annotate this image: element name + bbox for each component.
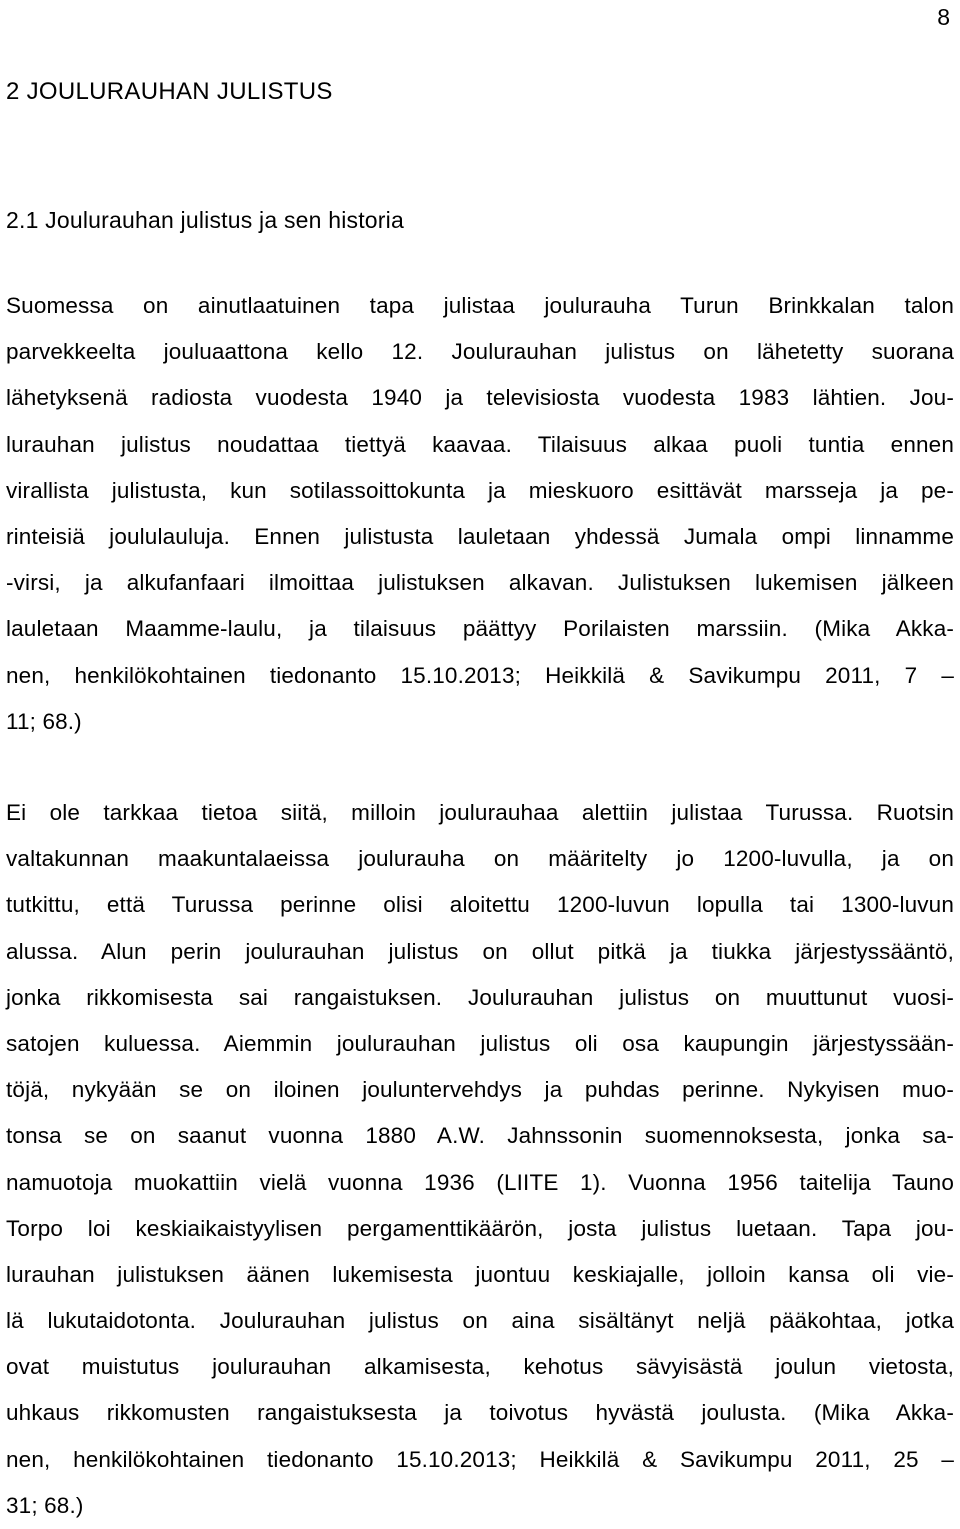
paragraph-line: 11; 68.): [6, 708, 82, 734]
paragraph-line: parvekkeelta jouluaattona kello 12. Joulurauhan julistus on lähetetty suorana: [6, 339, 954, 365]
paragraph-line: lurauhan julistus noudattaa tiettyä kaavaa. Tilaisuus alkaa puoli tuntia ennen: [6, 431, 954, 457]
paragraph-line: satojen kuluessa. Aiemmin joulurauhan julistus oli osa kaupungin järjestyssään-: [6, 1030, 954, 1056]
paragraph-line: tutkittu, että Turussa perinne olisi aloitettu 1200-luvun lopulla tai 1300-luvun: [6, 892, 954, 918]
paragraph-line: Ei ole tarkkaa tietoa siitä, milloin joulurauhaa alettiin julistaa Turussa. Ruotsin: [6, 800, 954, 825]
paragraph-line: lä lukutaidotonta. Joulurauhan julistus on aina sisältänyt neljä pääkohtaa, jotka: [6, 1308, 954, 1334]
paragraph-line: lurauhan julistuksen äänen lukemisesta juontuu keskiajalle, jolloin kansa oli vie-: [6, 1261, 954, 1287]
paragraph-line: tonsa se on saanut vuonna 1880 A.W. Jahnssonin suomennoksesta, jonka sa-: [6, 1123, 954, 1149]
chapter-heading: 2 JOULURAUHAN JULISTUS: [6, 78, 333, 105]
paragraph-line: jonka rikkomisesta sai rangaistuksen. Joulurauhan julistus on muuttunut vuosi-: [6, 984, 954, 1010]
paragraph-line: virallista julistusta, kun sotilassoittokunta ja mieskuoro esittävät marsseja ja pe-: [6, 477, 954, 503]
section-heading: 2.1 Joulurauhan julistus ja sen historia: [6, 207, 404, 233]
paragraph-line: lauletaan Maamme-laulu, ja tilaisuus päättyy Porilaisten marssiin. (Mika Akka-: [6, 616, 954, 642]
page-number: 8: [937, 4, 950, 30]
paragraph-line: töjä, nykyään se on iloinen jouluntervehdys ja puhdas perinne. Nykyisen muo-: [6, 1077, 954, 1103]
paragraph-line: nen, henkilökohtainen tiedonanto 15.10.2013; Heikkilä & Savikumpu 2011, 7 –: [6, 662, 954, 688]
paragraph-line: alussa. Alun perin joulurauhan julistus on ollut pitkä ja tiukka järjestyssääntö,: [6, 938, 954, 964]
paragraph-line: ovat muistutus joulurauhan alkamisesta, kehotus sävyisästä joulun vietosta,: [6, 1354, 954, 1380]
paragraph-line: -virsi, ja alkufanfaari ilmoittaa julistuksen alkavan. Julistuksen lukemisen jälkeen: [6, 570, 954, 596]
paragraph-1: [6, 283, 954, 745]
paragraph-line: Torpo loi keskiaikaistyylisen pergamenttikäärön, josta julistus luetaan. Tapa jou-: [6, 1215, 954, 1241]
paragraph-line: lähetyksenä radiosta vuodesta 1940 ja televisiosta vuodesta 1983 lähtien. Jou-: [6, 385, 954, 411]
paragraph-line: namuotoja muokattiin vielä vuonna 1936 (LIITE 1). Vuonna 1956 taitelija Tauno: [6, 1169, 954, 1195]
paragraph-line: rinteisiä joululauluja. Ennen julistusta lauletaan yhdessä Jumala ompi linnamme: [6, 523, 954, 549]
paragraph-line: uhkaus rikkomusten rangaistuksesta ja toivotus hyvästä joulusta. (Mika Akka-: [6, 1400, 954, 1426]
paragraph-line: valtakunnan maakuntalaeissa joulurauha on määritelty jo 1200-luvulla, ja on: [6, 846, 954, 872]
paragraph-line: nen, henkilökohtainen tiedonanto 15.10.2013; Heikkilä & Savikumpu 2011, 25 –: [6, 1446, 954, 1472]
paragraph-line: 31; 68.): [6, 1492, 84, 1518]
paragraph-line: Suomessa on ainutlaatuinen tapa julistaa joulurauha Turun Brinkkalan talon: [6, 293, 954, 318]
paragraph-2: [6, 790, 954, 1529]
